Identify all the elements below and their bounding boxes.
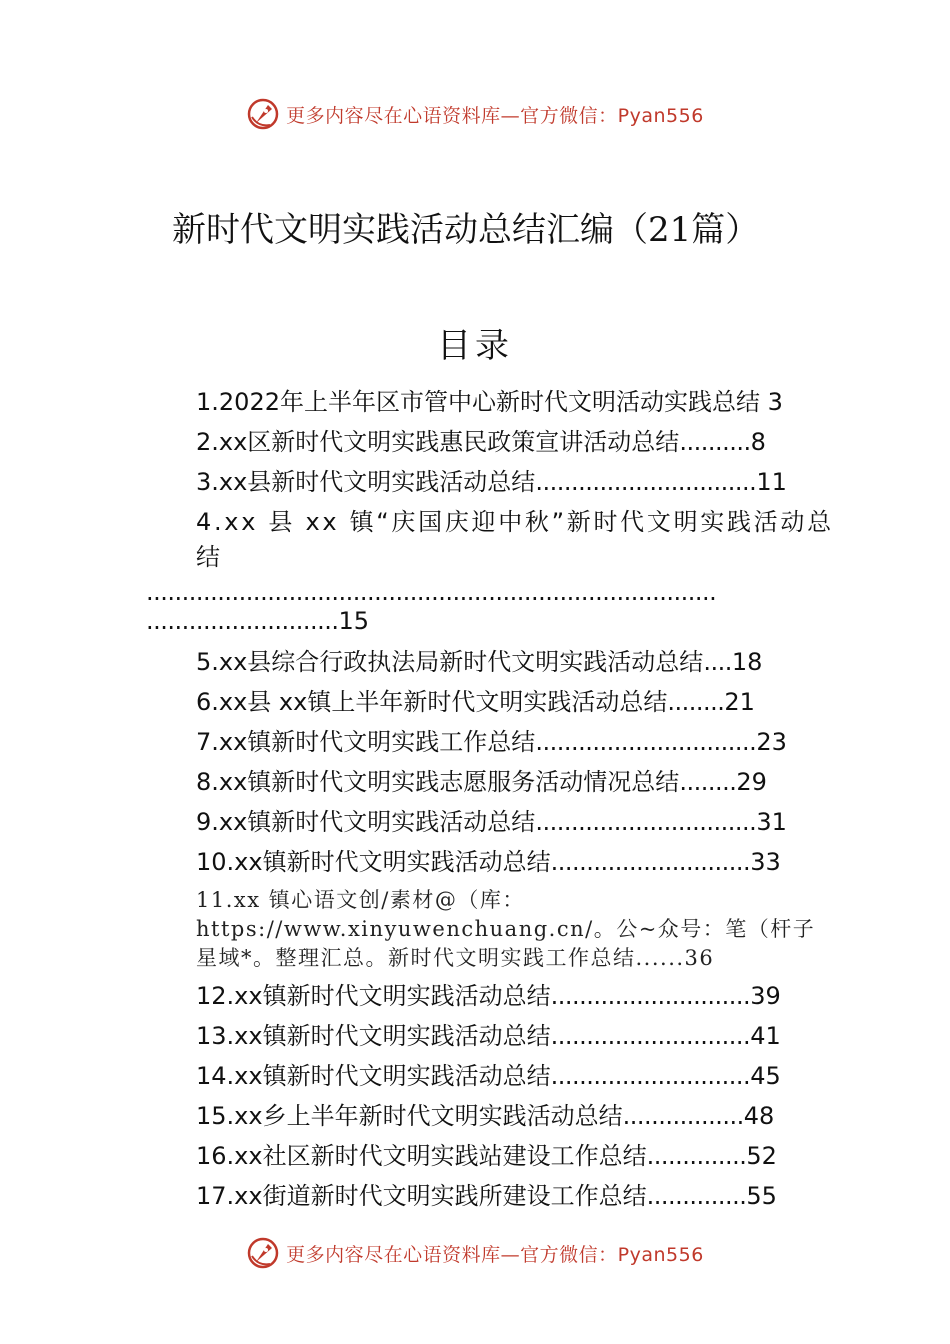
toc-entry-11-line3: 星域*。整理汇总。新时代文明实践工作总结......36 — [196, 946, 715, 970]
toc-entry-6: 6.xx县 xx镇上半年新时代文明实践活动总结........21 — [196, 688, 755, 716]
toc-entry-8: 8.xx镇新时代文明实践志愿服务活动情况总结........29 — [196, 768, 767, 796]
toc-entry-14: 14.xx镇新时代文明实践活动总结............................45 — [196, 1062, 781, 1090]
toc-entry-1: 1.2022年上半年区市管中心新时代文明活动实践总结 3 — [196, 388, 783, 416]
watermark-banner-top — [0, 94, 950, 134]
toc-entry-2: 2.xx区新时代文明实践惠民政策宣讲活动总结..........8 — [196, 428, 766, 456]
toc-entry-9: 9.xx镇新时代文明实践活动总结...............................31 — [196, 808, 787, 836]
toc-entry-11 — [196, 886, 815, 973]
toc-entry-10: 10.xx镇新时代文明实践活动总结............................33 — [196, 848, 781, 876]
toc-entry-17: 17.xx街道新时代文明实践所建设工作总结..............55 — [196, 1182, 777, 1210]
toc-entry-11-line2: https://www.xinyuwenchuang.cn/。公~众号：笔（杆子 — [196, 917, 816, 941]
watermark-text: 更多内容尽在心语资料库—官方微信：Pyan556 — [286, 104, 704, 127]
document-title: 新时代文明实践活动总结汇编（21篇） — [172, 210, 760, 250]
toc-entry-4-page: ...........................15 — [146, 607, 370, 635]
watermark-text: 更多内容尽在心语资料库—官方微信：Pyan556 — [286, 1243, 704, 1266]
toc-entry-11-line1: 11.xx 镇心语文创/素材@（库： — [196, 888, 525, 912]
toc-entry-13: 13.xx镇新时代文明实践活动总结............................41 — [196, 1022, 781, 1050]
toc-entry-4-leader: ................................................................................ — [146, 578, 717, 606]
toc-entry-12: 12.xx镇新时代文明实践活动总结............................39 — [196, 982, 781, 1010]
toc-entry-4-line1: 4.xx 县 xx 镇“庆国庆迎中秋”新时代文明实践活动总 — [196, 508, 834, 536]
toc-entry-3: 3.xx县新时代文明实践活动总结...............................11 — [196, 468, 787, 496]
toc-entry-4-line2: 结 — [196, 543, 220, 571]
pen-nib-logo-icon — [246, 1236, 280, 1270]
toc-heading: 目录 — [437, 326, 513, 366]
toc-entry-7: 7.xx镇新时代文明实践工作总结...............................23 — [196, 728, 787, 756]
toc-entry-5: 5.xx县综合行政执法局新时代文明实践活动总结....18 — [196, 648, 763, 676]
toc-entry-15: 15.xx乡上半年新时代文明实践活动总结.................48 — [196, 1102, 775, 1130]
pen-nib-logo-icon — [246, 97, 280, 131]
watermark-banner-bottom — [0, 1233, 950, 1273]
toc-entry-16: 16.xx社区新时代文明实践站建设工作总结..............52 — [196, 1142, 777, 1170]
